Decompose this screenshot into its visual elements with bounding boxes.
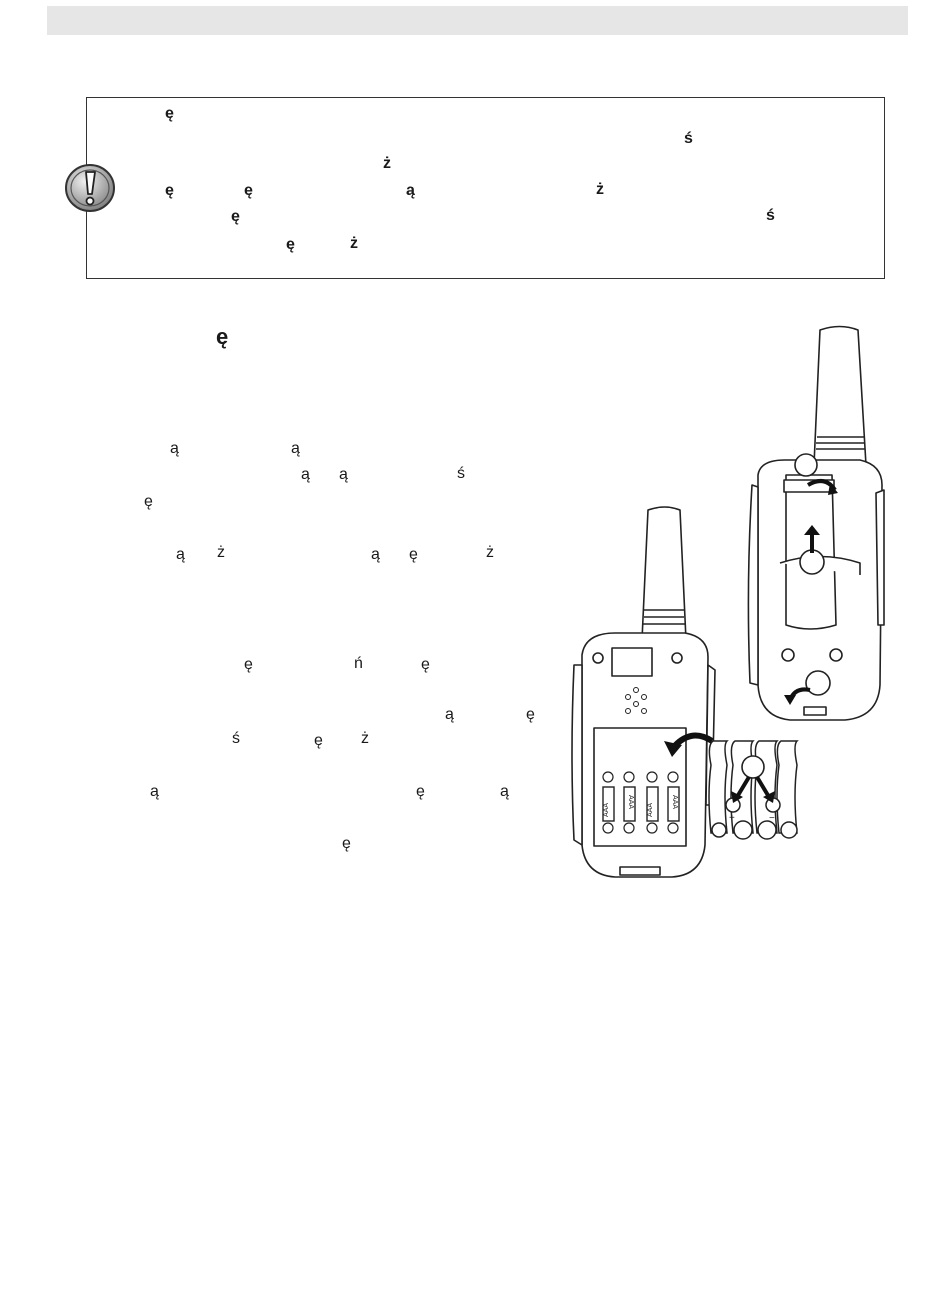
body-glyph: ę bbox=[409, 546, 418, 563]
battery-label: AAA bbox=[603, 802, 610, 817]
section-heading-glyph: ę bbox=[216, 324, 229, 349]
warning-glyph: ę bbox=[286, 236, 295, 253]
body-glyph: ę bbox=[244, 656, 253, 673]
body-glyph: ę bbox=[526, 706, 535, 723]
body-glyph: ą bbox=[170, 440, 179, 457]
body-glyph: ą bbox=[301, 466, 310, 483]
battery-label: AAA bbox=[671, 795, 678, 810]
radio-back-illustration bbox=[740, 325, 890, 725]
warning-glyph: ś bbox=[766, 207, 775, 224]
body-glyph: ę bbox=[144, 493, 153, 510]
body-glyph: ę bbox=[421, 656, 430, 673]
body-glyph: ą bbox=[291, 440, 300, 457]
body-glyph: ę bbox=[342, 835, 351, 852]
body-glyph: ą bbox=[500, 783, 509, 800]
body-glyph: ś bbox=[457, 465, 465, 482]
body-glyph: ą bbox=[339, 466, 348, 483]
warning-glyph: ę bbox=[231, 208, 240, 225]
plus-label: + bbox=[729, 813, 735, 824]
warning-glyph: ż bbox=[383, 155, 391, 172]
warning-glyph: ą bbox=[406, 182, 415, 199]
warning-glyph: ę bbox=[165, 105, 174, 122]
battery-label: AAA bbox=[627, 795, 634, 810]
body-glyph: ą bbox=[150, 783, 159, 800]
minus-label: − bbox=[769, 813, 775, 824]
header-band bbox=[47, 6, 908, 35]
body-glyph: ż bbox=[486, 544, 494, 561]
battery-label: AAA bbox=[647, 802, 654, 817]
battery-pack-illustration bbox=[705, 735, 805, 840]
warning-glyph: ż bbox=[350, 235, 358, 252]
body-glyph: ń bbox=[354, 655, 363, 672]
body-glyph: ą bbox=[176, 546, 185, 563]
body-glyph: ś bbox=[232, 730, 240, 747]
warning-glyph: ę bbox=[165, 182, 174, 199]
body-glyph: ż bbox=[361, 730, 369, 747]
warning-glyph: ś bbox=[684, 130, 693, 147]
warning-glyph: ę bbox=[244, 182, 253, 199]
body-glyph: ę bbox=[416, 783, 425, 800]
body-glyph: ę bbox=[314, 732, 323, 749]
warning-glyph: ż bbox=[596, 181, 604, 198]
exclamation-icon bbox=[64, 163, 116, 213]
body-glyph: ą bbox=[371, 546, 380, 563]
body-glyph: ą bbox=[445, 706, 454, 723]
body-glyph: ż bbox=[217, 544, 225, 561]
warning-box bbox=[86, 97, 885, 279]
